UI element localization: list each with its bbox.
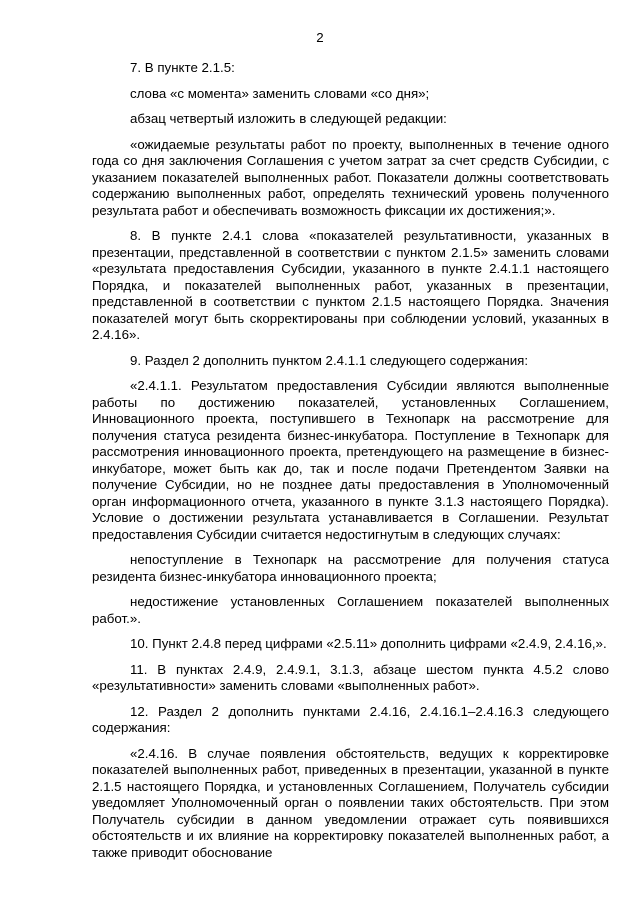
paragraph-item-9: 9. Раздел 2 дополнить пунктом 2.4.1.1 следующего содержания: — [130, 352, 529, 368]
paragraph-item-11: 11. В пунктах 2.4.9, 2.4.9.1, 3.1.3, абзаце шестом пункта 4.5.2 слово «результативности» заменить словами «выполненных работ». — [92, 661, 609, 693]
paragraph-item-12: 12. Раздел 2 дополнить пунктами 2.4.16, 2.4.16.1–2.4.16.3 следующего содержания: — [92, 703, 609, 735]
paragraph-item-8: 8. В пункте 2.4.1 слова «показателей результативности, указанных в презентации, представленной в соответствии с пунктом 2.1.5» заменить словами «результата предоставления Субсидии, указанного в пункте 2.4.1.1 настоящего Порядка, и показателей выполненных работ, указанных в презентации, представленной в соответствии с пунктом 2.1.5 настоящего Порядка. Значения показателей могут быть скорректированы при соблюдении условий, указанных в 2.4.16». — [92, 228, 609, 342]
paragraph-quote-expected-results: «ожидаемые результаты работ по проекту, выполненных в течение одного года со дня заключения Соглашения с учетом затрат за счет средств Субсидии, с указанием показателей выполненных работ. Показатели должны соответствовать содержанию выполненных работ, определять технический уровень полученного результата работ и обеспечивать возможность фиксации их достижения;». — [92, 136, 609, 218]
document-body — [92, 60, 609, 870]
paragraph-item-7: 7. В пункте 2.1.5: — [130, 60, 235, 75]
page-number: 2 — [316, 30, 324, 45]
paragraph-fourth-abzac: абзац четвертый изложить в следующей редакции: — [130, 111, 447, 126]
paragraph-item-10: 10. Пункт 2.4.8 перед цифрами «2.5.11» дополнить цифрами «2.4.9, 2.4.16,». — [130, 636, 607, 651]
paragraph-non-admission: непоступление в Технопарк на рассмотрение для получения статуса резидента бизнес-инкубатора инновационного проекта; — [92, 552, 609, 584]
paragraph-quote-2-4-1-1: «2.4.1.1. Результатом предоставления Субсидии являются выполненные работы по достижению показателей, установленных Соглашением, Инновационного проекта, поступившего в Технопарк на рассмотрение для получения статуса резидента бизнес-инкубатора. Поступление в Технопарк для рассмотрения инновационного проекта, претендующего на размещение в бизнес-инкубаторе, может быть как до, так и после подачи Претендентом Заявки на получение Субсидии, но не позднее даты предоставления в Уполномоченный орган информационного отчета, указанного в пункте 3.1.3 настоящего Порядка). Условие о достижении результата устанавливается в Соглашении. Результат предоставления Субсидии считается недостигнутым в следующих случаях: — [92, 378, 609, 542]
paragraph-non-achievement: недостижение установленных Соглашением показателей выполненных работ.». — [92, 594, 609, 626]
paragraph-quote-2-4-16: «2.4.16. В случае появления обстоятельств, ведущих к корректировке показателей выполненных работ, приведенных в презентации, указанной в пункте 2.1.5 настоящего Порядка, и установленных Соглашением, Получатель субсидии уведомляет Уполномоченный орган о появлении таких обстоятельств. При этом Получатель субсидии в данном уведомлении отражает суть появившихся обстоятельств и их влияние на корректировку показателей выполненных работ, а также приводит обоснование — [92, 745, 609, 860]
paragraph-replace-words: слова «с момента» заменить словами «со дня»; — [130, 85, 430, 101]
